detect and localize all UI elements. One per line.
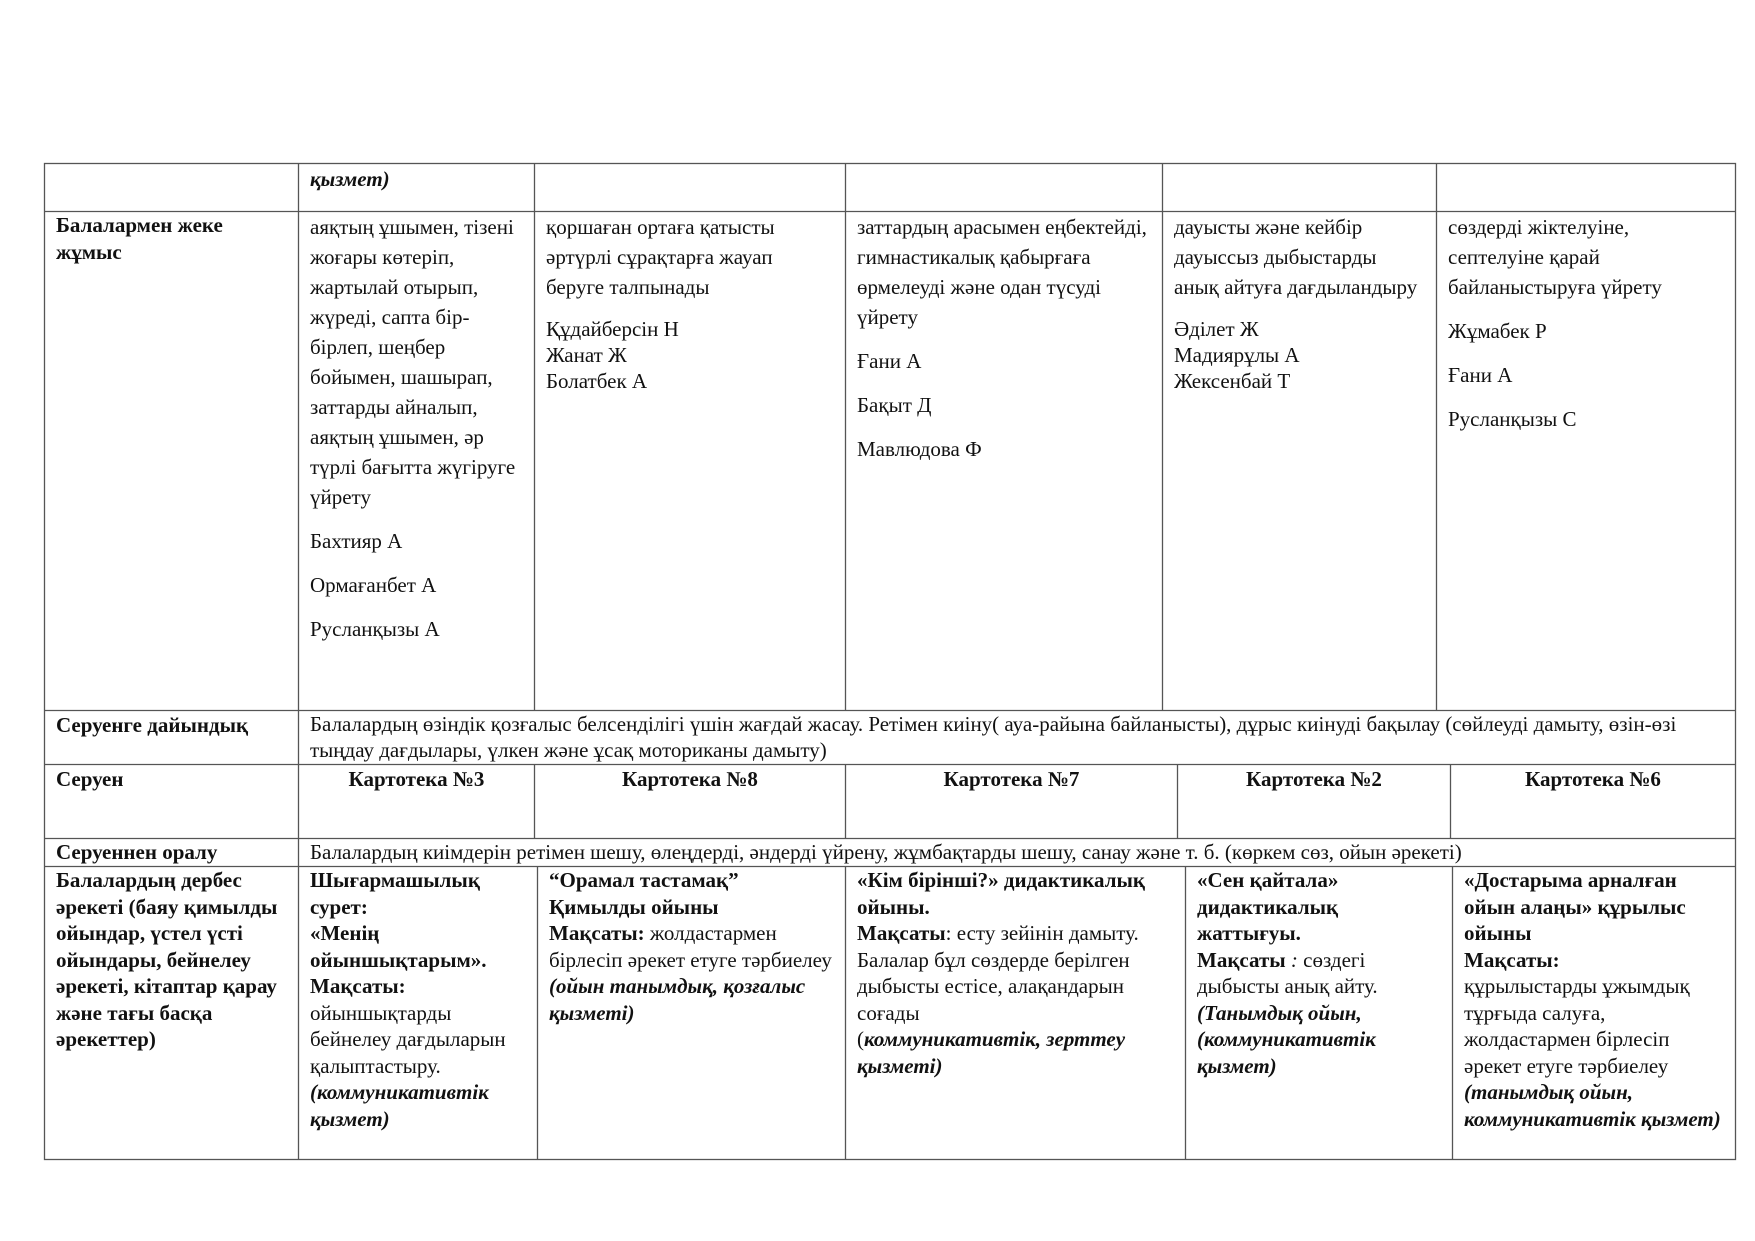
derbes-c4-title: «Сен қайтала» дидактикалық жаттығуы.: [1197, 868, 1339, 945]
derbes-c4-goal: сөздегі дыбысты анық айту.: [1197, 947, 1378, 998]
jeke-cell-3-name-3: Мавлюдова Ф: [857, 437, 982, 461]
seruenge-label: Серуенге дайындық: [56, 713, 249, 737]
derbes-c2-tag: (ойын танымдық, қозғалыс қызметі): [549, 974, 806, 1025]
jeke-cell-5-text: сөздерді жіктелуіне, септелуіне қарай байланыстыруға үйрету: [1448, 215, 1662, 299]
jeke-cell-2-name-1: Құдайберсін Н: [546, 317, 679, 341]
derbes-cell-2: [538, 867, 845, 1159]
derbes-c4-colon: :: [1285, 947, 1298, 972]
derbes-c4-goal-label: Мақсаты: [1197, 947, 1286, 972]
jeke-cell-4-name-2: Мадиярұлы А: [1174, 343, 1300, 367]
oralu-text: Балалардың киімдерін ретімен шешу, өлеңдерді, әндерді үйрену, жұмбақтарды шешу, санау және т. б. (көркем сөз, ойын әрекеті): [310, 840, 1462, 864]
jeke-label: Балалармен жеке жұмыс: [56, 213, 223, 264]
derbes-c1-name: «Менің ойыншықтарым».: [310, 921, 487, 972]
jeke-cell-1-text: аяқтың ұшымен, тізені жоғары көтеріп, жартылай отырып, жүреді, сапта бір-бірлеп, шеңбер бойымен, шашырап, заттарды айналып, аяқтың ұшымен, әр түрлі бағытта жүгіруге үйрету: [310, 215, 516, 509]
derbes-c3-tag: коммуникативтік, зерттеу қызметі): [857, 1027, 1126, 1078]
jeke-cell-1-name-3: Русланқызы А: [310, 617, 440, 641]
derbes-c4-tag: (Танымдық ойын, (коммуникативтік қызмет): [1197, 1000, 1376, 1078]
jeke-cell-1-name-2: Ормағанбет А: [310, 573, 437, 597]
jeke-cell-1-name-1: Бахтияр А: [310, 529, 403, 553]
seruen-label: Серуен: [56, 767, 124, 791]
derbes-c3-title: «Кім бірінші?» дидактикалық ойыны.: [857, 868, 1145, 919]
oralu-label: Серуеннен оралу: [56, 840, 218, 864]
jeke-cell-5-name-1: Жұмабек Р: [1448, 319, 1547, 343]
derbes-c1-title: Шығармашылық сурет:: [310, 868, 480, 919]
seruen-kartoteka-3: Картотека №7: [943, 767, 1080, 791]
derbes-c5-tag: (танымдық ойын, коммуникативтік қызмет): [1464, 1080, 1721, 1131]
derbes-c3-goal: : есту зейінін дамыту. Балалар бұл сөздерде берілген дыбысты естісе, алақандарын соғады: [857, 921, 1139, 1025]
derbes-c5-goal: құрылыстарды ұжымдық тұрғыда салуға, жолдастармен бірлесіп әрекет етуге тәрбиелеу: [1464, 974, 1690, 1078]
derbes-cell-1: [299, 867, 537, 1159]
jeke-cell-3: [846, 212, 1162, 710]
derbes-c1-goal-label: Мақсаты:: [310, 974, 406, 998]
derbes-cell-3: [846, 867, 1185, 1159]
derbes-c2-goal-label: Мақсаты:: [549, 921, 645, 945]
jeke-cell-1: [299, 212, 534, 710]
top-row-cell-1: қызмет): [310, 167, 390, 191]
jeke-cell-3-name-2: Бақыт Д: [857, 393, 932, 417]
derbes-label: Балалардың дербес әрекеті (баяу қимылды ойындар, үстел үсті ойындары, бейнелеу әрекеті, кітаптар қарау және тағы басқа әрекеттер): [56, 868, 278, 1051]
derbes-c3-tag-open: (: [857, 1027, 864, 1051]
derbes-c5-goal-label: Мақсаты:: [1464, 947, 1560, 972]
derbes-c1-goal: ойыншықтарды бейнелеу дағдыларын қалыптастыру.: [310, 1000, 506, 1078]
jeke-cell-3-name-1: Ғани А: [857, 349, 922, 373]
jeke-cell-3-text: заттардың арасымен еңбектейді, гимнастикалық қабырғаға өрмелеуді және одан түсуді үйрету: [857, 215, 1147, 329]
jeke-cell-5: [1437, 212, 1735, 710]
derbes-cell-4: [1186, 867, 1452, 1159]
jeke-cell-2: [535, 212, 845, 710]
seruen-kartoteka-1: Картотека №3: [348, 767, 485, 791]
derbes-c2-title: “Орамал тастамақ” Қимылды ойыны: [549, 868, 739, 919]
derbes-c3-goal-label: Мақсаты: [857, 921, 946, 945]
seruen-kartoteka-4: Картотека №2: [1246, 767, 1382, 791]
jeke-cell-2-text: қоршаған ортаға қатысты әртүрлі сұрақтарға жауап беруге талпынады: [546, 215, 775, 299]
seruenge-text: Балалардың өзіндік қозғалыс белсенділігі үшін жағдай жасау. Ретімен киіну( ауа-райына байланысты), дұрыс киінуді бақылау (сөйлеуді дамыту, өзін-өзі тыңдау дағдылары, үлкен және ұсақ моториканы дамыту): [310, 712, 1677, 762]
jeke-cell-5-name-2: Ғани А: [1448, 363, 1513, 387]
jeke-cell-4-text: дауысты және кейбір дауыссыз дыбыстарды анық айтуға дағдыландыру: [1174, 215, 1418, 299]
derbes-c2-goal: жолдастармен бірлесіп әрекет етуге тәрбиелеу: [549, 921, 832, 972]
jeke-cell-2-name-2: Жанат Ж: [546, 343, 627, 367]
seruen-kartoteka-2: Картотека №8: [622, 767, 758, 791]
jeke-cell-4-name-1: Әділет Ж: [1174, 317, 1259, 341]
jeke-cell-4-name-3: Жексенбай Т: [1174, 369, 1291, 393]
jeke-cell-2-name-3: Болатбек А: [546, 369, 648, 393]
jeke-cell-5-name-3: Русланқызы С: [1448, 407, 1577, 431]
derbes-c1-tag: (коммуникативтік қызмет): [310, 1080, 489, 1131]
derbes-c5-title: «Достарыма арналған ойын алаңы» құрылыс ойыны: [1464, 868, 1686, 945]
derbes-cell-5: [1453, 867, 1735, 1159]
jeke-cell-4: [1163, 212, 1436, 710]
seruen-kartoteka-5: Картотека №6: [1525, 767, 1661, 791]
